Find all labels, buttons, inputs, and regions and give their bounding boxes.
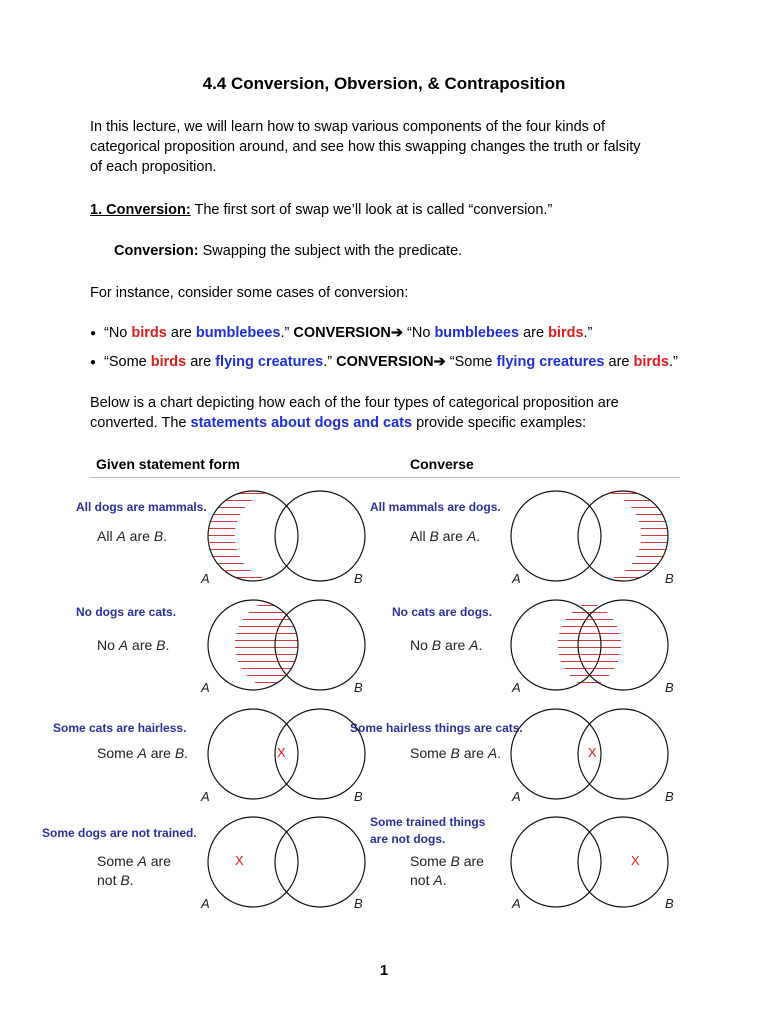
venn-given-4 [208,817,365,907]
label-b: B [354,896,363,911]
definition-text: Swapping the subject with the predicate. [198,243,463,259]
definition-term: Conversion: [114,243,199,259]
chart-intro-line-2: converted. The statements about dogs and cats provide specific examples: [90,415,587,431]
venn-converse-1 [511,491,668,581]
label-b: B [354,571,363,586]
label-a: A [201,680,210,695]
intro-line-3: of each proposition. [90,159,217,175]
bullet-dot: ● [90,328,97,339]
venn-given-2 [208,600,365,690]
chart-intro-line-1: Below is a chart depicting how each of the four types of categorical proposition are [90,395,619,411]
converse-form-4: Some B are not A. [410,853,484,888]
given-example-2: No dogs are cats. [76,605,177,619]
given-example-4: Some dogs are not trained. [42,826,197,840]
label-b: B [665,680,674,695]
label-a: A [201,789,210,804]
converse-example-3: Some hairless things are cats. [350,721,523,735]
venn-given-1 [208,491,365,581]
label-b: B [665,571,674,586]
intro-line-1: In this lecture, we will learn how to swap various components of the four kinds of [90,119,606,135]
label-b: B [665,789,674,804]
label-a: A [201,571,210,586]
section-text: The first sort of swap we’ll look at is called “conversion.” [190,202,553,218]
venn-given-3 [208,709,365,799]
header-converse: Converse [410,456,474,472]
converse-example-1: All mammals are dogs. [370,500,501,514]
x-mark-given-3: X [277,745,286,760]
section-heading: 1. Conversion: [90,202,191,218]
converse-form-2: No B are A. [410,637,483,653]
x-mark-converse-3: X [588,745,597,760]
label-a: A [512,680,521,695]
converse-example-2: No cats are dogs. [392,605,493,619]
label-a: A [512,896,521,911]
given-form-3: Some A are B. [97,745,189,761]
intro-line-2: categorical proposition around, and see how this swapping changes the truth or falsity [90,139,641,155]
given-example-1: All dogs are mammals. [76,500,207,514]
bullet-example-1: “No birds are bumblebees.” CONVERSION➔ “No bumblebees are birds.” [104,325,593,341]
x-mark-given-4: X [235,853,244,868]
given-form-4: Some A are not B. [97,853,171,888]
instance-line: For instance, consider some cases of conversion: [90,285,409,301]
venn-converse-2 [511,600,668,690]
given-form-2: No A are B. [97,637,170,653]
given-example-3: Some cats are hairless. [53,721,187,735]
page-title: 4.4 Conversion, Obversion, & Contraposition [202,74,566,93]
given-form-1: All A are B. [97,528,168,544]
bullet-example-2: “Some birds are flying creatures.” CONVERSION➔ “Some flying creatures are birds.” [104,354,678,370]
x-mark-converse-4: X [631,853,640,868]
converse-example-4-line-2: are not dogs. [370,832,446,846]
label-a: A [512,789,521,804]
label-b: B [665,896,674,911]
header-given: Given statement form [96,456,240,472]
page-number: 1 [379,962,389,979]
label-b: B [354,789,363,804]
converse-example-4-line-1: Some trained things [370,815,486,829]
label-a: A [512,571,521,586]
converse-form-3: Some B are A. [410,745,502,761]
label-b: B [354,680,363,695]
venn-converse-4 [511,817,668,907]
bullet-dot: ● [90,357,97,368]
label-a: A [201,896,210,911]
converse-form-1: All B are A. [410,528,481,544]
